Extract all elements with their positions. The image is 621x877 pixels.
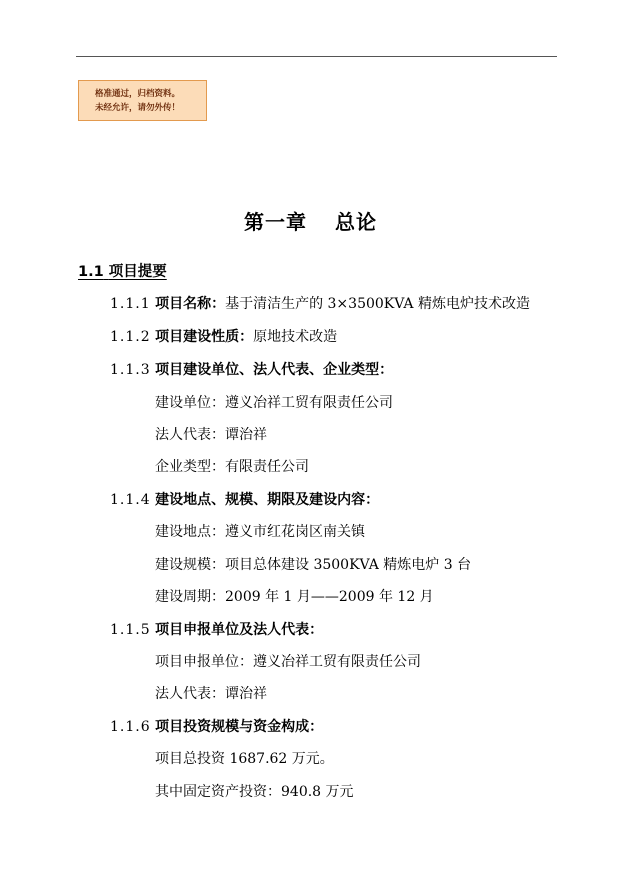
item-heading: 项目名称： bbox=[155, 296, 226, 312]
item-heading: 建设地点、规模、期限及建设内容： bbox=[155, 492, 380, 508]
stamp-line-1: 格准通过，归档资料。 bbox=[95, 89, 181, 99]
item-project-name bbox=[110, 294, 530, 314]
item-location-scale bbox=[110, 490, 379, 510]
section-number: 1.1 bbox=[78, 264, 104, 280]
detail-line: 项目总投资 1687.62 万元。 bbox=[155, 751, 334, 767]
item-heading: 项目建设单位、法人代表、企业类型： bbox=[155, 362, 394, 378]
item-applicant bbox=[110, 620, 323, 640]
detail-line: 企业类型：有限责任公司 bbox=[155, 459, 309, 475]
detail-line: 法人代表：谭治祥 bbox=[155, 427, 267, 443]
item-value: 原地技术改造 bbox=[253, 329, 338, 345]
header-rule bbox=[76, 56, 557, 57]
detail-line: 其中固定资产投资：940.8 万元 bbox=[155, 784, 354, 800]
chapter-title bbox=[0, 208, 621, 236]
item-number: 1.1.6 bbox=[110, 719, 151, 735]
detail-line: 建设地点：遵义市红花岗区南关镇 bbox=[155, 524, 365, 540]
item-project-nature bbox=[110, 327, 337, 347]
item-number: 1.1.3 bbox=[110, 362, 151, 378]
detail-line: 项目申报单位：遵义冶祥工贸有限责任公司 bbox=[155, 654, 421, 670]
stamp-line-2: 未经允许，请勿外传！ bbox=[95, 103, 181, 113]
item-heading: 项目建设性质： bbox=[155, 329, 254, 345]
chapter-number: 第一章 bbox=[244, 210, 307, 234]
detail-line: 法人代表：谭治祥 bbox=[155, 686, 267, 702]
item-investment bbox=[110, 717, 323, 737]
item-number: 1.1.4 bbox=[110, 492, 151, 508]
detail-line: 建设规模：项目总体建设 3500KVA 精炼电炉 3 台 bbox=[155, 557, 472, 573]
approval-stamp bbox=[78, 80, 207, 121]
item-heading: 项目申报单位及法人代表： bbox=[155, 622, 324, 638]
item-number: 1.1.5 bbox=[110, 622, 151, 638]
item-number: 1.1.2 bbox=[110, 329, 151, 345]
section-heading bbox=[78, 262, 167, 282]
item-construction-unit bbox=[110, 360, 393, 380]
item-number: 1.1.1 bbox=[110, 296, 151, 312]
section-title: 项目提要 bbox=[108, 264, 167, 280]
item-heading: 项目投资规模与资金构成： bbox=[155, 719, 324, 735]
detail-line: 建设周期：2009 年 1 月——2009 年 12 月 bbox=[155, 589, 434, 605]
detail-line: 建设单位：遵义冶祥工贸有限责任公司 bbox=[155, 395, 393, 411]
chapter-name: 总论 bbox=[335, 210, 377, 234]
item-value: 基于清洁生产的 3×3500KVA 精炼电炉技术改造 bbox=[225, 296, 530, 312]
